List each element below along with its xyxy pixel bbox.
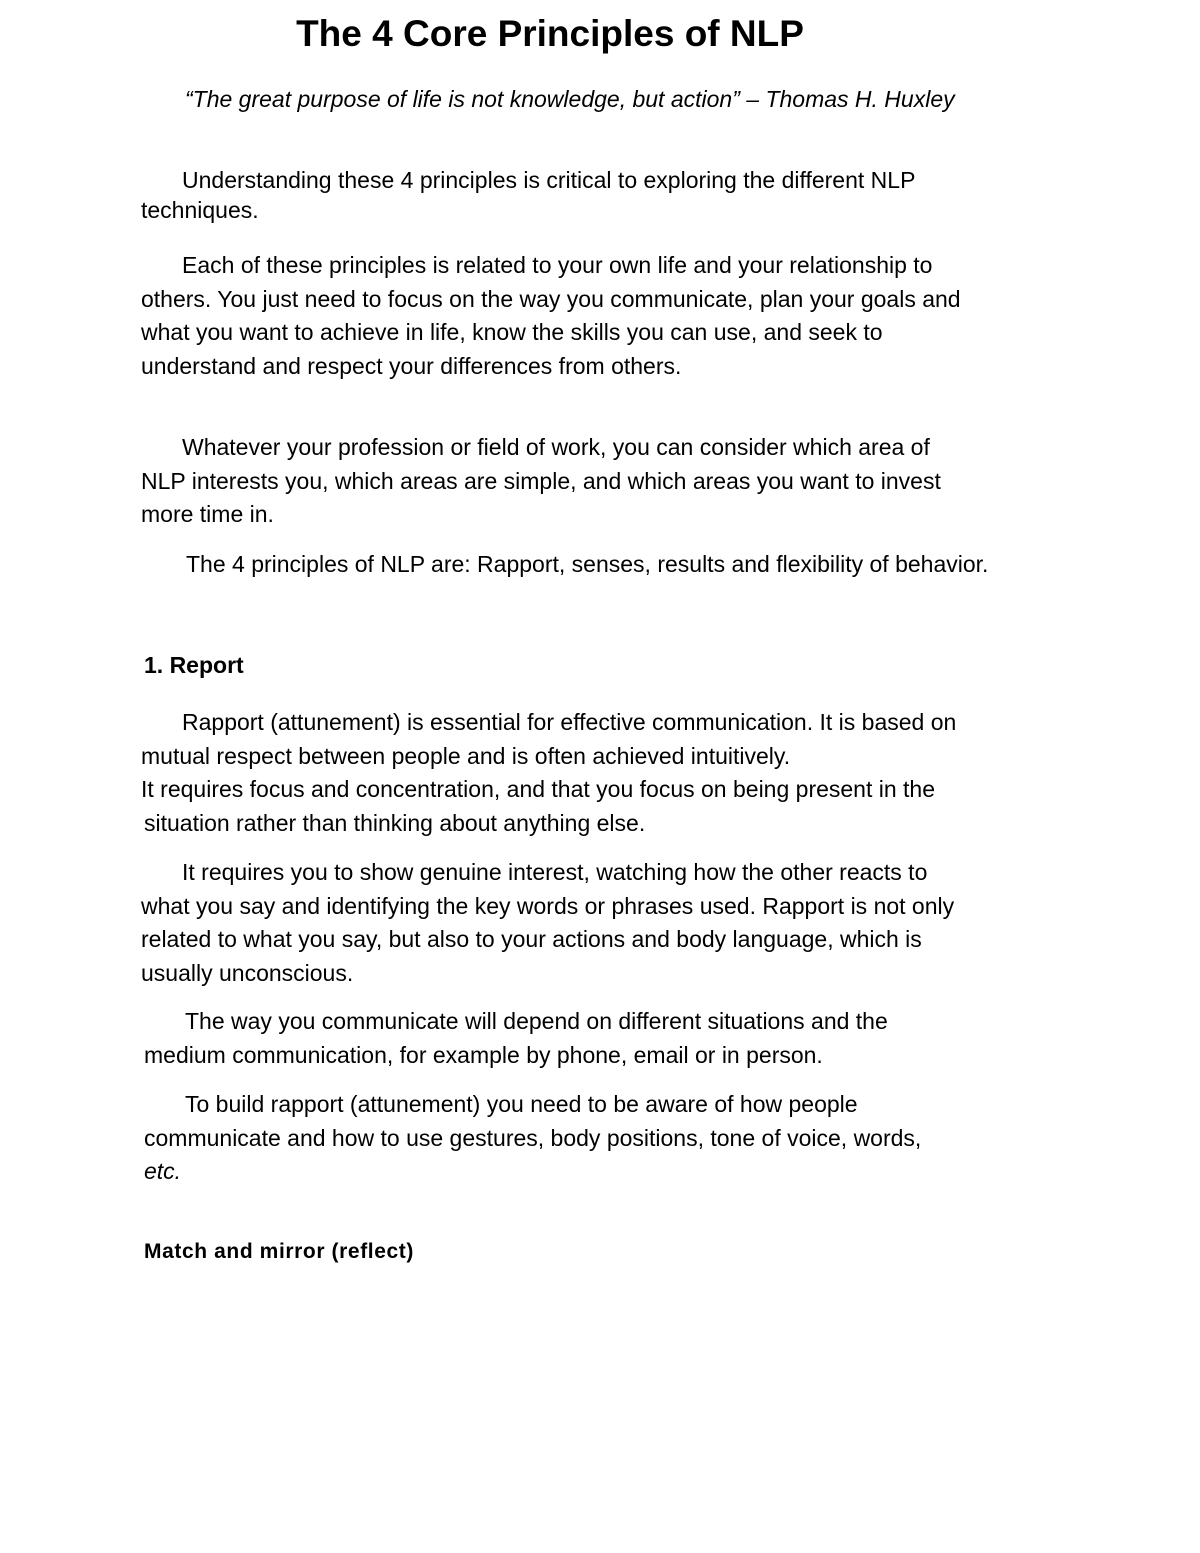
intro-line: techniques. (141, 196, 259, 223)
paragraph-line: more time in. (141, 501, 274, 528)
intro-line: Understanding these 4 principles is critical to exploring the different NLP (182, 167, 916, 193)
principles-relation-paragraph (141, 249, 1071, 383)
paragraph-line: It requires you to show genuine interest, watching how the other reacts to (182, 859, 928, 885)
paragraph-line: understand and respect your differences from others. (141, 352, 682, 379)
profession-paragraph (141, 431, 1071, 532)
paragraph-line: Each of these principles is related to your own life and your relationship to (182, 252, 933, 278)
page-title: The 4 Core Principles of NLP (296, 13, 804, 54)
paragraph-line: medium communication, for example by phone, email or in person. (144, 1041, 823, 1068)
paragraph-line: usually unconscious. (141, 959, 354, 986)
paragraph-line: what you say and identifying the key words or phrases used. Rapport is not only (141, 892, 955, 919)
paragraph-line: To build rapport (attunement) you need to be aware of how people (185, 1091, 858, 1117)
paragraph-line: Whatever your profession or field of work, you can consider which area of (182, 434, 930, 460)
paragraph-line: others. You just need to focus on the way you communicate, plan your goals and (141, 285, 961, 312)
paragraph-line: situation rather than thinking about anything else. (144, 809, 646, 836)
paragraph-line: etc. (144, 1158, 182, 1185)
paragraph-line: communicate and how to use gestures, body positions, tone of voice, words, (144, 1124, 922, 1151)
genuine-interest-paragraph (141, 856, 1071, 990)
paragraph-line: NLP interests you, which areas are simple, and which areas you want to invest (141, 467, 941, 494)
section-heading-report: 1. Report (144, 652, 244, 678)
communication-way-paragraph (144, 1005, 1074, 1072)
paragraph-line: mutual respect between people and is often achieved intuitively. (141, 742, 791, 769)
paragraph-line: related to what you say, but also to your actions and body language, which is (141, 926, 922, 953)
paragraph-line: It requires focus and concentration, and that you focus on being present in the (141, 776, 936, 803)
epigraph-quote: “The great purpose of life is not knowledge, but action” – Thomas H. Huxley (185, 86, 955, 112)
paragraph-line: The way you communicate will depend on different situations and the (185, 1008, 888, 1034)
paragraph-line: Rapport (attunement) is essential for effective communication. It is based on (182, 709, 957, 735)
rapport-paragraph (141, 706, 1071, 840)
paragraph-line: what you want to achieve in life, know the skills you can use, and seek to (141, 319, 883, 346)
principles-list-paragraph (145, 548, 1075, 582)
intro-paragraph (141, 164, 1071, 227)
paragraph-line: The 4 principles of NLP are: Rapport, senses, results and flexibility of behavior. (186, 551, 989, 577)
build-rapport-paragraph (144, 1088, 1074, 1189)
subheading-match-and-mirror: Match and mirror (reflect) (144, 1240, 414, 1263)
